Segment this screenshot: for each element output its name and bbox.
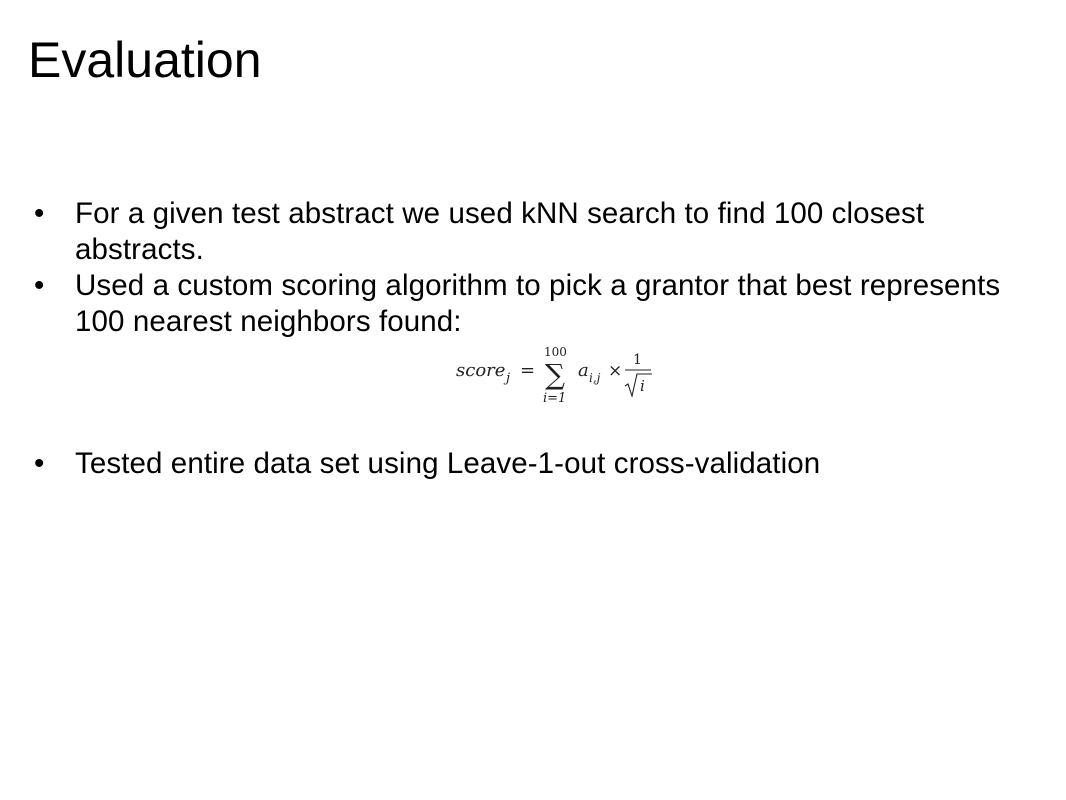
bullet-marker: •: [34, 269, 45, 302]
formula-graphic: [420, 342, 700, 432]
formula-sum-upper: 100: [544, 345, 567, 359]
score-formula: [420, 342, 700, 432]
bullet-item: [34, 196, 1044, 268]
bullet-text: Used a custom scoring algorithm to pick a grantor that best represents 100 nearest neighbors found:: [75, 269, 1001, 338]
formula-row: [34, 340, 1044, 446]
bullet-list: [34, 196, 1044, 482]
formula-radicand: i: [640, 377, 645, 395]
formula-term: a: [578, 360, 589, 381]
formula-numerator: 1: [633, 352, 642, 368]
bullet-marker: •: [34, 447, 45, 480]
bullet-text: Tested entire data set using Leave-1-out cross-validation: [75, 447, 821, 480]
formula-lhs-subscript: j: [506, 371, 511, 386]
formula-times: ×: [608, 361, 623, 381]
formula-lhs: score: [456, 360, 506, 381]
bullet-marker: •: [34, 197, 45, 230]
formula-sum-lower: i=1: [543, 391, 567, 406]
bullet-item: [34, 268, 1044, 340]
formula-term-subscript: i,j: [589, 371, 601, 385]
bullet-item: [34, 446, 1044, 482]
formula-sum-symbol: ∑: [545, 358, 565, 391]
radical-sign: [625, 374, 652, 396]
bullet-text: For a given test abstract we used kNN search to find 100 closest abstracts.: [75, 197, 925, 266]
formula-equals: =: [520, 360, 536, 381]
slide-title: Evaluation: [28, 32, 262, 88]
